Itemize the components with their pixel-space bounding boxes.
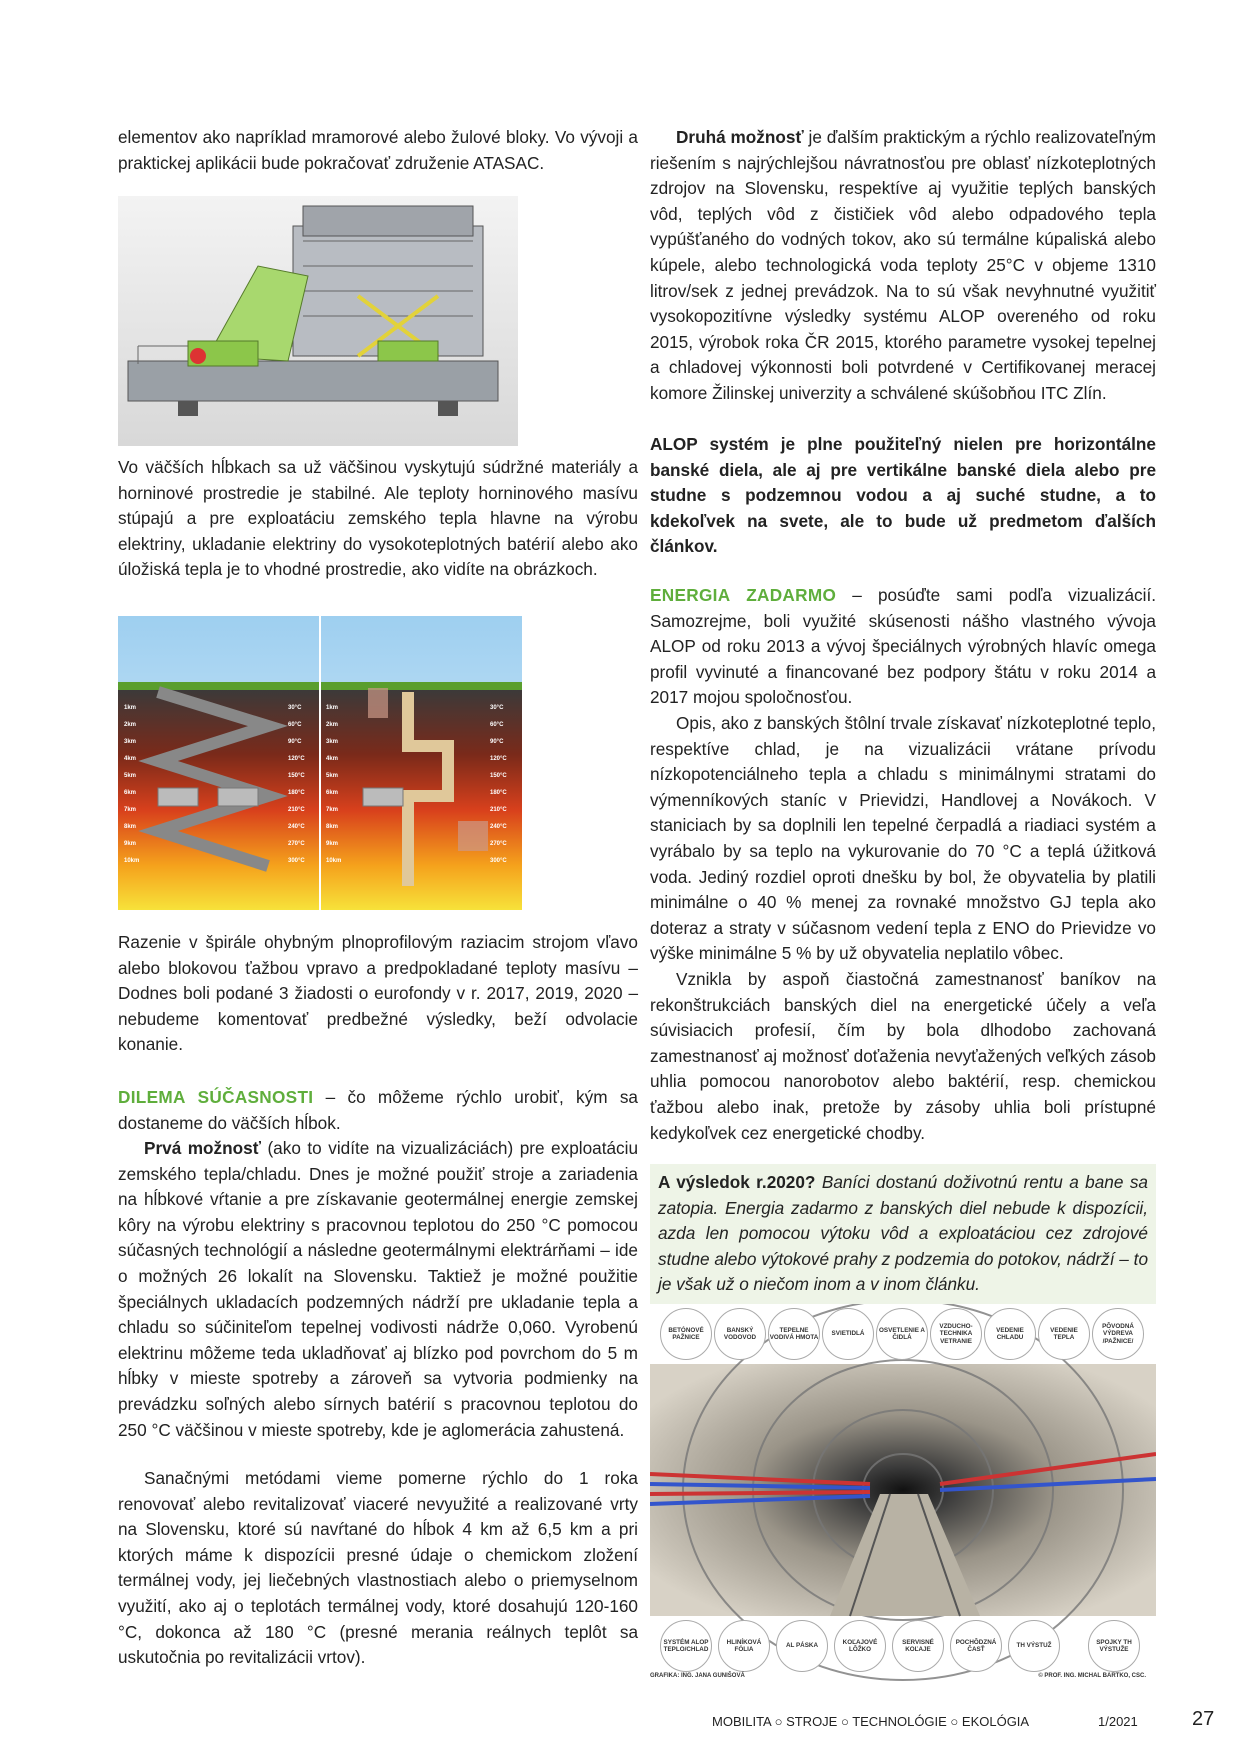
figure-credit-graphics: GRAFIKA: ING. JANA GUNIŠOVÁ — [650, 1673, 745, 1679]
prva-paragraph: Prvá možnosť (ako to vidíte na vizualizáciách) pre exploatáciu zemského tepla/chladu. Dnes je možné použiť stroje a zariadenia na hĺbkové vŕtanie a pre získavanie geotermálnej energie zemskej kôry na výrobu elektriny s pracovnou teplotou do 250 °C pomocou súčasných technológií a následne geotermálnymi elektrárňami – ide o možných 26 lokalít na Slovensku. Taktiež je možné použitie špeciálnych ukladacích podzemných nádrží pre ukladanie tepla a chladu so súčiniteľom tepelnej vodivosti nádrže 0,060. Vyrobenú elektrinu môžeme teda ukladňovať aj blízko pod povrchom do 5 m hĺbky v mieste spotreby a zároveň sa vytvoria podmienky na prevádzku soľných alebo sírnych batérií s pracovnou teplotou do 250 °C väčšinou v mieste spotreby, kde je aglomerácia zahustená. — [118, 1138, 639, 1440]
depth-labels-left: 1km 2km 3km 4km 5km 6km 7km 8km 9km 10km — [124, 705, 140, 864]
label-vzduchotechnika: VZDUCHO-TECHNIKA VETRANIE — [930, 1308, 982, 1360]
opis-paragraph: Opis, ako z banských štôlní trvale získavať nízkoteplotné teplo, respektíve chlad, je na vizualizácii vrátane prívodu nízkopotenciálneho tepla a chladu s minimálnymi stratami do výmenníkových staníc v Prievidzi, Handlovej a Novákoch. V staniciach by sa doplnili len tepelné čerpadlá a riadiaci systém a vyrábalo by sa teplo na vykurovanie do 70 °C a teplá úžitková voda. Jediný rozdiel oproti dnešku by bol, že obyvatelia by platili minimálne o 40 % menej za rovnaké množstvo GJ tepla ako doteraz a straty v súčasnom vedení tepla z ENO do Prievidze vo výške minimálne 5 % by už obyvatelia neplatilo vôbec. — [650, 713, 1156, 964]
label-vedenie-tepla: VEDENIE TEPLA — [1038, 1308, 1090, 1360]
depth-labels-right: 1km 2km 3km 4km 5km 6km 7km 8km 9km 10km — [326, 705, 342, 864]
label-svietidla: SVIETIDLÁ — [822, 1308, 874, 1360]
label-servisne-koleje: SERVISNÉ KOĽAJE — [892, 1620, 944, 1672]
label-povodna-vydreva: PÔVODNÁ VÝDREVA /PAŽNICE/ — [1092, 1308, 1144, 1360]
figure-credit-author: © PROF. ING. MICHAL BARTKO, CSC. — [1038, 1673, 1146, 1679]
tunnel-figure — [650, 1304, 1156, 1684]
druha-paragraph: Druhá možnosť je ďalším praktickým a rýchlo realizovateľným riešením s najrýchlejšou návratnosťou pre oblasť nízkoteplotných zdrojov na Slovensku, respektíve aj využitie teplých banských vôd, teplých vôd z čističiek vôd alebo odpadového tepla vypúšťaného do vodných tokov, ako sú termálne kúpaliská alebo kúpele, alebo technologická voda teploty 25°C v objeme 1310 litrov/sek z jednej prevádzok. Na to sú však nevyhnutné využitiť vysokopozitívne výsledky systému ALOP overeného od roku 2015, výrobok roka ČR 2015, ktorého parametre vysokej tepelnej a chladovej výkonnosti boli potvrdené v Certifikovanej meracej komore Žilinskej univerzity a schválené skúšobňou ITC Zlín. — [650, 127, 1156, 403]
vznikla-paragraph: Vznikla by aspoň čiastočná zamestnanosť baníkov na rekonštrukciách banských diel na energetické účely a veľa súvisiacich profesií, čím by bola dlhodobo zachovaná zamestnanosť aj možnosť doťaženia nevyťažených veľkých zásob uhlia pomocou nanorobotov alebo baktérií, resp. chemickou ťažbou alebo inak, pretože by zásoby uhlia boli prístupné kedykoľvek cez energetické chodby. — [650, 969, 1156, 1143]
result-callout: A výsledok r.2020? Baníci dostanú doživotnú rentu a bane sa zatopia. Energia zadarmo z banských diel nebude k dispozícii, azda len pomocou výtoku vôd a exploatáciou cez zdrojové studne alebo výtokové prahy z podzemia do potokov, nádrží – to je však už o niečom inom a v inom článku. — [650, 1164, 1156, 1304]
label-bansky-vodovod: BANSKÝ VODOVOD — [714, 1308, 766, 1360]
label-pochodzna-cast: POCHÔDZNÁ ČASŤ — [950, 1620, 1002, 1672]
figure-caption: Razenie v špirále ohybným plnoprofilovým raziacim strojom vľavo alebo blokovou ťažbou vpravo a predpokladané teploty masívu – Dodnes boli podané 3 žiadosti o eurofondy v r. 2017, 2019, 2020 – nebudeme komentovať predbežné výsledky, beží odvolacie konanie. — [118, 932, 638, 1055]
label-al-paska: AL PÁSKA — [776, 1620, 828, 1672]
drilling-machine-figure — [118, 196, 518, 446]
sanacne-paragraph: Sanačnými metódami vieme pomerne rýchlo do 1 roka renovovať alebo revitalizovať viaceré nevyužité a realizované vrty na Slovensku, ktoré sú navŕtané do hĺbok 4 km až 6,5 km a pri ktorých máme k dispozícii presné údaje o chemickom zložení termálnej vody, jej liečebných vlastnostiach alebo o priemyselnom využití, ako aj o teplotách termálnej vody, ktoré dosahujú 120-160 °C, dokonca až 180 °C (presné merania reálnych teplôt sa uskutočnia po revitalizácii vrtov). — [118, 1468, 638, 1668]
energia-heading: ENERGIA ZADARMO — [650, 585, 837, 605]
issue-number: 1/2021 — [1098, 1714, 1138, 1729]
temp-labels-left: 30°C 60°C 90°C 120°C 150°C 180°C 210°C 240°C 270°C 300°C — [288, 705, 305, 864]
alop-paragraph: ALOP systém je plne použiteľný nielen pre horizontálne banské diela, ale aj pre vertikálne banské diela alebo pre studne s podzemnou vodou a aj suché studne, a to kdekoľvek na svete, ale to bude už predmetom ďalších článkov. — [650, 434, 1156, 557]
dilema-paragraph: DILEMA SÚČASNOSTI – čo môžeme rýchlo urobiť, kým sa dostaneme do väčších hĺbok. — [118, 1087, 638, 1133]
label-vedenie-chladu: VEDENIE CHLADU — [984, 1308, 1036, 1360]
label-kolajove-lozko: KOĽAJOVÉ LÔŽKO — [834, 1620, 886, 1672]
dilema-heading: DILEMA SÚČASNOSTI — [118, 1087, 314, 1107]
depth-temperature-figure — [118, 616, 522, 910]
depth-paragraph: Vo väčších hĺbkach sa už väčšinou vyskytujú súdržné materiály a horninové prostredie je stabilné. Ale teploty horninového masívu stúpajú a pre exploatáciu zemského tepla hlavne na výrobu elektriny, ukladanie elektriny do vysokoteplotných batérií alebo ako úložiská tepla je to vhodné prostredie, ako vidíte na obrázkoch. — [118, 457, 638, 580]
label-osvetlenie: OSVETLENIE A ČIDLÁ — [876, 1308, 928, 1360]
label-th-vystuz: TH VÝSTUŽ — [1008, 1620, 1060, 1672]
temp-labels-right: 30°C 60°C 90°C 120°C 150°C 180°C 210°C 240°C 270°C 300°C — [490, 705, 507, 864]
page-number: 27 — [1192, 1708, 1215, 1730]
label-tepelne-vodiva-hmota: TEPELNE VODIVÁ HMOTA — [768, 1308, 820, 1360]
energia-paragraph: ENERGIA ZADARMO – posúďte sami podľa vizualizácií. Samozrejme, boli využité skúsenosti nášho vlastného vývoja ALOP od roku 2013 a vývoj špeciálnych výrobných hlavíc omega profil vyvinuté a financované bez podpory štátu v roku 2014 a 2017 mojou spoločnosťou. — [650, 585, 1156, 708]
label-hlinikova-folia: HLINÍKOVÁ FÓLIA — [718, 1620, 770, 1672]
intro-paragraph: elementov ako napríklad mramorové alebo žulové bloky. Vo vývoji a praktickej aplikácii bude pokračovať združenie ATASAC. — [118, 127, 638, 173]
label-system-alop: SYSTÉM ALOP TEPLO/CHLAD — [660, 1620, 712, 1672]
label-betonove-paznice: BETÓNOVÉ PAŽNICE — [660, 1308, 712, 1360]
journal-name: MOBILITA ○ STROJE ○ TECHNOLÓGIE ○ EKOLÓGIA — [712, 1714, 1030, 1729]
label-spojky-th-vystuze: SPOJKY TH VÝSTUŽE — [1088, 1620, 1140, 1672]
